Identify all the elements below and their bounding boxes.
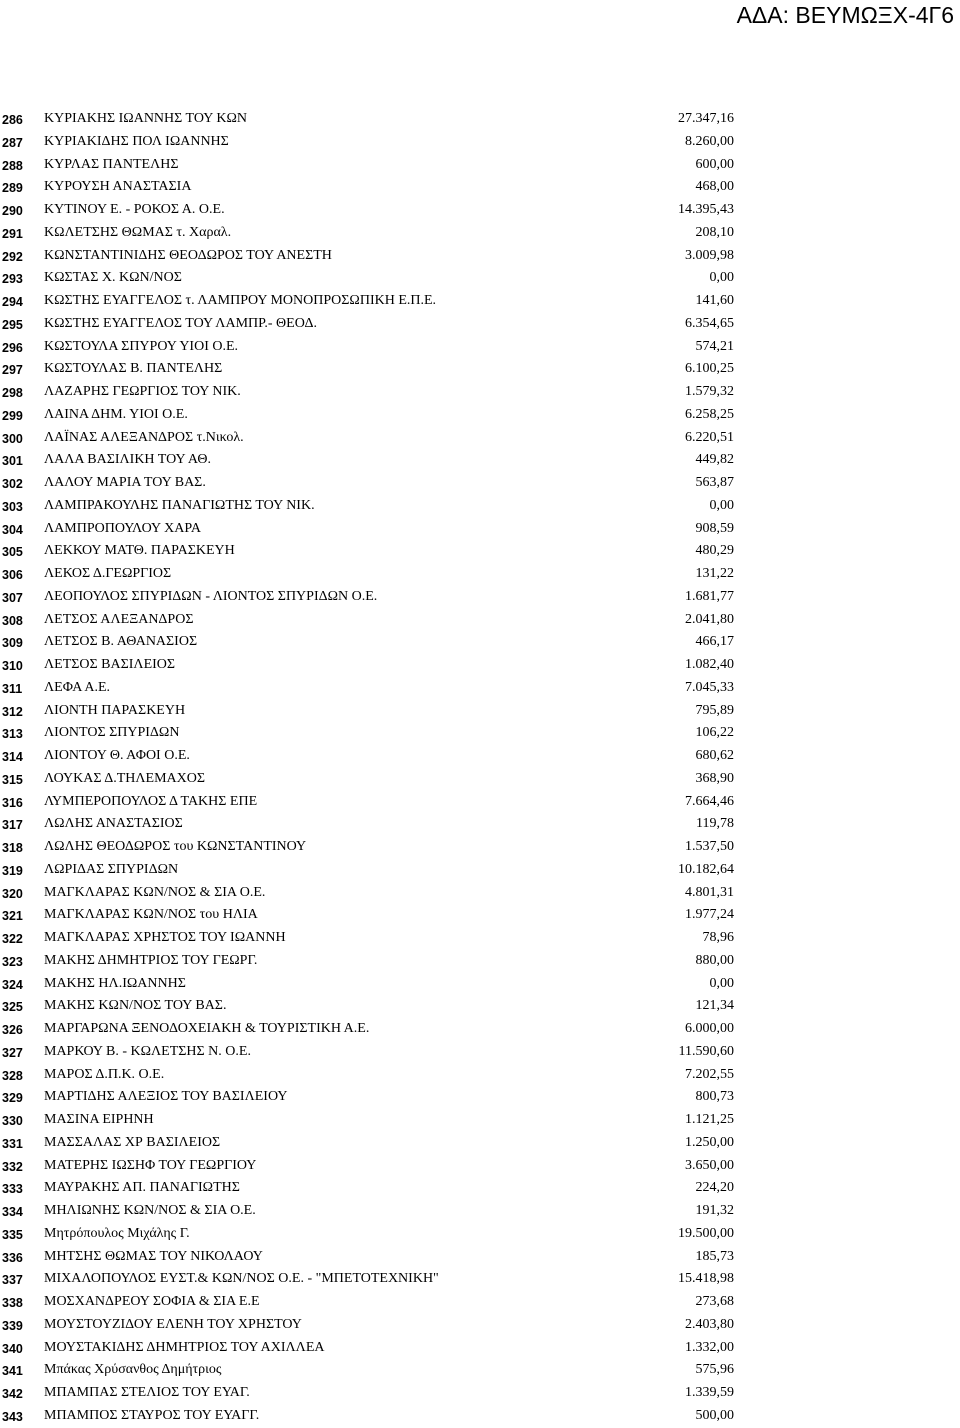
beneficiary-name: ΚΥΡΛΑΣ ΠΑΝΤΕΛΗΣ — [44, 156, 179, 172]
beneficiary-name: ΛΑΪΝΑΣ ΑΛΕΞΑΝΔΡΟΣ τ.Νικολ. — [44, 429, 244, 445]
row-number: 303 — [2, 499, 23, 514]
row-number: 306 — [2, 568, 23, 582]
beneficiary-name: ΜΙΧΑΛΟΠΟΥΛΟΣ ΕΥΣΤ.& ΚΩΝ/ΝΟΣ Ο.Ε. - "ΜΠΕΤΟΤΕΧΝΙΚΗ" — [44, 1271, 439, 1287]
list-item — [0, 813, 960, 836]
row-number: 329 — [2, 1091, 23, 1106]
amount-value: 563,87 — [695, 475, 734, 490]
ada-identifier: ΑΔΑ: ΒΕΥΜΩΞΧ-4Γ6 — [736, 2, 954, 28]
list-item — [0, 154, 960, 177]
list-item — [0, 290, 960, 313]
beneficiary-name: ΜΑΡΓΑΡΩΝΑ ΞΕΝΟΔΟΧΕΙΑΚΗ & ΤΟΥΡΙΣΤΙΚΗ Α.Ε. — [44, 1021, 370, 1036]
beneficiary-name: ΛΑΙΝΑ ΔΗΜ. ΥΙΟΙ Ο.Ε. — [44, 406, 188, 422]
row-number: 307 — [2, 590, 23, 605]
list-item — [0, 1246, 960, 1269]
amount-value: 600,00 — [695, 156, 734, 172]
amount-value: 273,68 — [695, 1294, 734, 1309]
beneficiary-name: ΛΟΥΚΑΣ Δ.ΤΗΛΕΜΑΧΟΣ — [44, 770, 205, 786]
list-item — [0, 563, 960, 586]
amount-value: 795,89 — [695, 702, 734, 718]
amount-value: 1.681,77 — [685, 588, 734, 604]
amount-value: 27.347,16 — [678, 111, 734, 126]
amount-value: 10.182,64 — [678, 861, 734, 877]
row-number: 293 — [2, 272, 23, 287]
beneficiary-name: ΛΙΟΝΤΗ ΠΑΡΑΣΚΕΥΗ — [44, 702, 186, 718]
row-number: 304 — [2, 522, 23, 537]
beneficiary-name: ΚΥΡΙΑΚΙΔΗΣ ΠΟΛ ΙΩΑΝΝΗΣ — [44, 133, 229, 149]
amount-value: 1.332,00 — [685, 1339, 734, 1355]
amount-value: 500,00 — [695, 1407, 734, 1423]
row-number: 342 — [2, 1387, 23, 1401]
list-item — [0, 1018, 960, 1041]
amount-value: 1.121,25 — [685, 1112, 734, 1127]
list-item — [0, 540, 960, 563]
amount-value: 224,20 — [695, 1180, 734, 1196]
row-number: 337 — [2, 1273, 23, 1288]
list-item — [0, 1223, 960, 1246]
beneficiary-name: ΜΑΓΚΛΑΡΑΣ ΧΡΗΣΤΟΣ ΤΟΥ ΙΩΑΝΝΗ — [44, 930, 286, 945]
beneficiary-name: ΜΑΣΣΑΛΑΣ ΧΡ ΒΑΣΙΛΕΙΟΣ — [44, 1134, 221, 1150]
amount-value: 6.000,00 — [685, 1021, 734, 1036]
amount-value: 1.579,32 — [685, 384, 734, 399]
beneficiary-name: ΚΩΣΤΟΥΛΑΣ Β. ΠΑΝΤΕΛΗΣ — [44, 361, 223, 377]
beneficiary-name: ΜΟΥΣΤΟΥΖΙΔΟΥ ΕΛΕΝΗ ΤΟΥ ΧΡΗΣΤΟΥ — [44, 1316, 302, 1332]
amount-value: 0,00 — [709, 497, 734, 513]
amount-value: 880,00 — [695, 952, 734, 968]
list-item — [0, 313, 960, 336]
list-item — [0, 1314, 960, 1337]
beneficiary-name: ΜΑΚΗΣ ΗΛ.ΙΩΑΝΝΗΣ — [44, 975, 186, 991]
amount-value: 7.202,55 — [685, 1066, 734, 1082]
amount-value: 1.250,00 — [685, 1134, 734, 1150]
row-number: 323 — [2, 954, 23, 969]
row-number: 326 — [2, 1023, 23, 1037]
list-item — [0, 1132, 960, 1155]
list-item — [0, 722, 960, 745]
list-item — [0, 973, 960, 996]
row-number: 335 — [2, 1227, 23, 1242]
amount-value: 1.977,24 — [685, 907, 734, 923]
list-item — [0, 245, 960, 268]
row-number: 324 — [2, 977, 23, 992]
amount-value: 8.260,00 — [685, 133, 734, 149]
list-item — [0, 518, 960, 541]
list-item — [0, 427, 960, 450]
list-item — [0, 1382, 960, 1405]
amount-value: 800,73 — [695, 1089, 734, 1105]
row-number: 332 — [2, 1159, 23, 1174]
amount-value: 3.650,00 — [685, 1157, 734, 1173]
amount-value: 191,32 — [695, 1203, 734, 1218]
list-item — [0, 1405, 960, 1428]
list-item — [0, 358, 960, 381]
list-item — [0, 927, 960, 950]
row-number: 312 — [2, 704, 23, 719]
beneficiary-name: ΜΑΓΚΛΑΡΑΣ ΚΩΝ/ΝΟΣ του ΗΛΙΑ — [44, 907, 258, 923]
beneficiary-name: ΜΑΡΟΣ Δ.Π.Κ. Ο.Ε. — [44, 1066, 165, 1082]
amount-value: 121,34 — [695, 998, 734, 1014]
amount-value: 3.009,98 — [685, 247, 734, 263]
row-number: 300 — [2, 431, 23, 446]
amount-value: 208,10 — [695, 224, 734, 240]
beneficiary-name: ΚΩΣΤΑΣ Χ. ΚΩΝ/ΝΟΣ — [44, 270, 182, 286]
beneficiary-name: ΛΑΜΠΡΟΠΟΥΛΟΥ ΧΑΡΑ — [44, 520, 201, 536]
beneficiary-name: ΛΑΛΟΥ ΜΑΡΙΑ ΤΟΥ ΒΑΣ. — [44, 475, 206, 490]
beneficiary-name: ΛΩΡΙΔΑΣ ΣΠΥΡΙΔΩΝ — [44, 861, 179, 877]
beneficiary-name: ΜΑΚΗΣ ΚΩΝ/ΝΟΣ ΤΟΥ ΒΑΣ. — [44, 998, 227, 1014]
beneficiary-name: ΛΥΜΠΕΡΟΠΟΥΛΟΣ Δ ΤΑΚΗΣ ΕΠΕ — [44, 793, 258, 809]
beneficiary-name: ΚΩΛΕΤΣΗΣ ΘΩΜΑΣ τ. Χαραλ. — [44, 224, 232, 240]
beneficiary-name: ΛΙΟΝΤΟΥ Θ. ΑΦΟΙ Ο.Ε. — [44, 748, 190, 763]
list-item — [0, 904, 960, 927]
row-number: 291 — [2, 226, 23, 241]
list-item — [0, 1086, 960, 1109]
row-number: 287 — [2, 135, 23, 150]
amount-value: 468,00 — [695, 179, 734, 195]
row-number: 315 — [2, 772, 23, 787]
row-number: 330 — [2, 1114, 23, 1128]
beneficiary-name: ΛΩΛΗΣ ΑΝΑΣΤΑΣΙΟΣ — [44, 816, 183, 832]
row-number: 308 — [2, 613, 23, 628]
amount-value: 480,29 — [695, 543, 734, 559]
row-number: 288 — [2, 158, 23, 173]
list-item — [0, 336, 960, 359]
amount-value: 7.045,33 — [685, 679, 734, 695]
list-item — [0, 1109, 960, 1132]
list-item — [0, 791, 960, 814]
amount-value: 575,96 — [695, 1362, 734, 1378]
list-item — [0, 1200, 960, 1223]
row-number: 343 — [2, 1409, 23, 1424]
amount-value: 466,17 — [695, 634, 734, 650]
row-number: 319 — [2, 863, 23, 878]
amount-value: 2.041,80 — [685, 611, 734, 627]
list-item — [0, 449, 960, 472]
row-number: 289 — [2, 181, 23, 196]
list-item — [0, 472, 960, 495]
amount-value: 1.339,59 — [685, 1385, 734, 1400]
row-number: 311 — [2, 681, 23, 696]
list-item — [0, 836, 960, 859]
beneficiary-name: ΚΩΣΤΟΥΛΑ ΣΠΥΡΟΥ ΥΙΟΙ Ο.Ε. — [44, 338, 239, 354]
amount-value: 106,22 — [695, 725, 734, 741]
amount-value: 0,00 — [709, 270, 734, 286]
amount-value: 7.664,46 — [685, 793, 734, 809]
beneficiary-name: ΜΗΤΣΗΣ ΘΩΜΑΣ ΤΟΥ ΝΙΚΟΛΑΟΥ — [44, 1248, 263, 1264]
row-number: 334 — [2, 1205, 23, 1219]
amount-value: 78,96 — [702, 930, 734, 945]
beneficiary-name: ΚΥΡΙΑΚΗΣ ΙΩΑΝΝΗΣ ΤΟΥ ΚΩΝ — [44, 111, 247, 126]
row-number: 286 — [2, 113, 23, 127]
list-item — [0, 1041, 960, 1064]
beneficiary-name: ΛΑΛΑ ΒΑΣΙΛΙΚΗ ΤΟΥ ΑΘ. — [44, 452, 211, 468]
list-item — [0, 495, 960, 518]
beneficiary-name: ΜΑΡΤΙΔΗΣ ΑΛΕΞΙΟΣ ΤΟΥ ΒΑΣΙΛΕΙΟΥ — [44, 1089, 288, 1105]
beneficiary-name: ΜΑΓΚΛΑΡΑΣ ΚΩΝ/ΝΟΣ & ΣΙΑ Ο.Ε. — [44, 884, 266, 900]
amount-value: 1.537,50 — [685, 839, 734, 854]
row-number: 322 — [2, 932, 23, 946]
list-item — [0, 609, 960, 632]
amount-value: 0,00 — [709, 975, 734, 991]
row-number: 320 — [2, 886, 23, 901]
beneficiary-name: ΜΟΣΧΑΝΔΡΕΟΥ ΣΟΦΙΑ & ΣΙΑ Ε.Ε — [44, 1294, 260, 1309]
amount-value: 4.801,31 — [685, 884, 734, 900]
beneficiary-name: ΚΩΣΤΗΣ ΕΥΑΓΓΕΛΟΣ τ. ΛΑΜΠΡΟΥ ΜΟΝΟΠΡΟΣΩΠΙΚΗ Ε.Π.Ε. — [44, 293, 437, 308]
beneficiary-name: ΛΑΖΑΡΗΣ ΓΕΩΡΓΙΟΣ ΤΟΥ ΝΙΚ. — [44, 384, 241, 399]
row-number: 302 — [2, 477, 23, 491]
row-number: 310 — [2, 659, 23, 673]
beneficiary-name: ΛΕΤΣΟΣ Β. ΑΘΑΝΑΣΙΟΣ — [44, 634, 198, 650]
row-number: 317 — [2, 818, 23, 833]
beneficiary-name: ΜΑΚΗΣ ΔΗΜΗΤΡΙΟΣ ΤΟΥ ΓΕΩΡΓ. — [44, 952, 258, 968]
amount-value: 368,90 — [695, 770, 734, 786]
beneficiary-name: Μητρόπουλος Μιχάλης Γ. — [44, 1225, 190, 1241]
list-item — [0, 700, 960, 723]
beneficiary-name: ΛΕΚΟΣ Δ.ΓΕΩΡΓΙΟΣ — [44, 566, 172, 581]
row-number: 316 — [2, 795, 23, 810]
beneficiary-list — [0, 108, 960, 1428]
beneficiary-name: ΜΑΡΚΟΥ Β. - ΚΩΛΕΤΣΗΣ Ν. Ο.Ε. — [44, 1043, 251, 1059]
list-item — [0, 677, 960, 700]
beneficiary-name: ΜΑΤΕΡΗΣ ΙΩΣΗΦ ΤΟΥ ΓΕΩΡΓΙΟΥ — [44, 1157, 257, 1173]
row-number: 305 — [2, 545, 23, 560]
beneficiary-name: ΛΕΚΚΟΥ ΜΑΤΘ. ΠΑΡΑΣΚΕΥΗ — [44, 543, 235, 559]
amount-value: 1.082,40 — [685, 657, 734, 672]
beneficiary-name: ΛΕΟΠΟΥΛΟΣ ΣΠΥΡΙΔΩΝ - ΛΙΟΝΤΟΣ ΣΠΥΡΙΔΩΝ Ο.Ε. — [44, 588, 378, 604]
amount-value: 19.500,00 — [678, 1225, 734, 1241]
row-number: 314 — [2, 750, 23, 764]
beneficiary-name: ΛΕΤΣΟΣ ΑΛΕΞΑΝΔΡΟΣ — [44, 611, 194, 627]
list-item — [0, 1291, 960, 1314]
amount-value: 14.395,43 — [678, 202, 734, 217]
list-item — [0, 381, 960, 404]
row-number: 309 — [2, 636, 23, 651]
amount-value: 574,21 — [695, 338, 734, 354]
beneficiary-name: ΛΩΛΗΣ ΘΕΟΔΩΡΟΣ του ΚΩΝΣΤΑΝΤΙΝΟΥ — [44, 839, 307, 854]
beneficiary-name: ΜΗΛΙΩΝΗΣ ΚΩΝ/ΝΟΣ & ΣΙΑ Ο.Ε. — [44, 1203, 256, 1218]
amount-value: 6.220,51 — [685, 429, 734, 445]
list-item — [0, 1337, 960, 1360]
row-number: 296 — [2, 340, 23, 355]
amount-value: 185,73 — [695, 1248, 734, 1264]
row-number: 297 — [2, 363, 23, 378]
amount-value: 680,62 — [695, 748, 734, 763]
amount-value: 119,78 — [696, 816, 734, 832]
list-item — [0, 654, 960, 677]
row-number: 340 — [2, 1341, 23, 1356]
beneficiary-name: ΚΥΤΙΝΟΥ Ε. - ΡΟΚΟΣ Α. Ο.Ε. — [44, 202, 225, 217]
amount-value: 141,60 — [695, 293, 734, 308]
list-item — [0, 1359, 960, 1382]
list-item — [0, 222, 960, 245]
beneficiary-name: ΜΑΣΙΝΑ ΕΙΡΗΝΗ — [44, 1112, 154, 1127]
list-item — [0, 108, 960, 131]
list-item — [0, 631, 960, 654]
list-item — [0, 1268, 960, 1291]
amount-value: 449,82 — [695, 452, 734, 468]
row-number: 328 — [2, 1068, 23, 1083]
beneficiary-name: ΜΠΑΜΠΟΣ ΣΤΑΥΡΟΣ ΤΟΥ ΕΥΑΓΓ. — [44, 1407, 260, 1423]
beneficiary-name: ΜΑΥΡΑΚΗΣ ΑΠ. ΠΑΝΑΓΙΩΤΗΣ — [44, 1180, 240, 1196]
row-number: 325 — [2, 1000, 23, 1015]
beneficiary-name: ΚΥΡΟΥΣΗ ΑΝΑΣΤΑΣΙΑ — [44, 179, 192, 195]
beneficiary-name: ΚΩΣΤΗΣ ΕΥΑΓΓΕΛΟΣ ΤΟΥ ΛΑΜΠΡ.- ΘΕΟΔ. — [44, 315, 317, 331]
list-item — [0, 859, 960, 882]
row-number: 339 — [2, 1318, 23, 1333]
beneficiary-name: ΛΑΜΠΡΑΚΟΥΛΗΣ ΠΑΝΑΓΙΩΤΗΣ ΤΟΥ ΝΙΚ. — [44, 497, 315, 513]
beneficiary-name: ΛΕΤΣΟΣ ΒΑΣΙΛΕΙΟΣ — [44, 657, 176, 672]
list-item — [0, 768, 960, 791]
beneficiary-name: ΛΕΦΑ Α.Ε. — [44, 679, 110, 695]
row-number: 341 — [2, 1364, 23, 1379]
beneficiary-name: ΜΠΑΜΠΑΣ ΣΤΕΛΙΟΣ ΤΟΥ ΕΥΑΓ. — [44, 1385, 250, 1400]
amount-value: 6.354,65 — [685, 315, 734, 331]
beneficiary-name: Μπάκας Χρύσανθος Δημήτριος — [44, 1362, 222, 1378]
list-item — [0, 404, 960, 427]
amount-value: 131,22 — [695, 566, 734, 581]
beneficiary-name: ΜΟΥΣΤΑΚΙΔΗΣ ΔΗΜΗΤΡΙΟΣ ΤΟΥ ΑΧΙΛΛΕΑ — [44, 1339, 325, 1355]
amount-value: 6.100,25 — [685, 361, 734, 377]
amount-value: 6.258,25 — [685, 406, 734, 422]
amount-value: 15.418,98 — [678, 1271, 734, 1287]
beneficiary-name: ΛΙΟΝΤΟΣ ΣΠΥΡΙΔΩΝ — [44, 725, 180, 741]
row-number: 333 — [2, 1182, 23, 1197]
row-number: 295 — [2, 317, 23, 332]
row-number: 313 — [2, 727, 23, 742]
list-item — [0, 199, 960, 222]
row-number: 301 — [2, 454, 23, 469]
row-number: 294 — [2, 295, 23, 309]
row-number: 336 — [2, 1250, 23, 1265]
row-number: 331 — [2, 1136, 23, 1151]
amount-value: 908,59 — [695, 520, 734, 536]
row-number: 327 — [2, 1045, 23, 1060]
list-item — [0, 995, 960, 1018]
list-item — [0, 882, 960, 905]
list-item — [0, 1064, 960, 1087]
row-number: 292 — [2, 249, 23, 264]
row-number: 299 — [2, 408, 23, 423]
beneficiary-name: ΚΩΝΣΤΑΝΤΙΝΙΔΗΣ ΘΕΟΔΩΡΟΣ ΤΟΥ ΑΝΕΣΤΗ — [44, 247, 332, 263]
list-item — [0, 745, 960, 768]
list-item — [0, 1177, 960, 1200]
row-number: 290 — [2, 204, 23, 218]
list-item — [0, 1155, 960, 1178]
list-item — [0, 131, 960, 154]
list-item — [0, 176, 960, 199]
row-number: 298 — [2, 386, 23, 400]
amount-value: 11.590,60 — [678, 1043, 734, 1059]
row-number: 318 — [2, 841, 23, 855]
list-item — [0, 267, 960, 290]
list-item — [0, 586, 960, 609]
row-number: 338 — [2, 1296, 23, 1310]
list-item — [0, 950, 960, 973]
amount-value: 2.403,80 — [685, 1316, 734, 1332]
row-number: 321 — [2, 909, 23, 924]
